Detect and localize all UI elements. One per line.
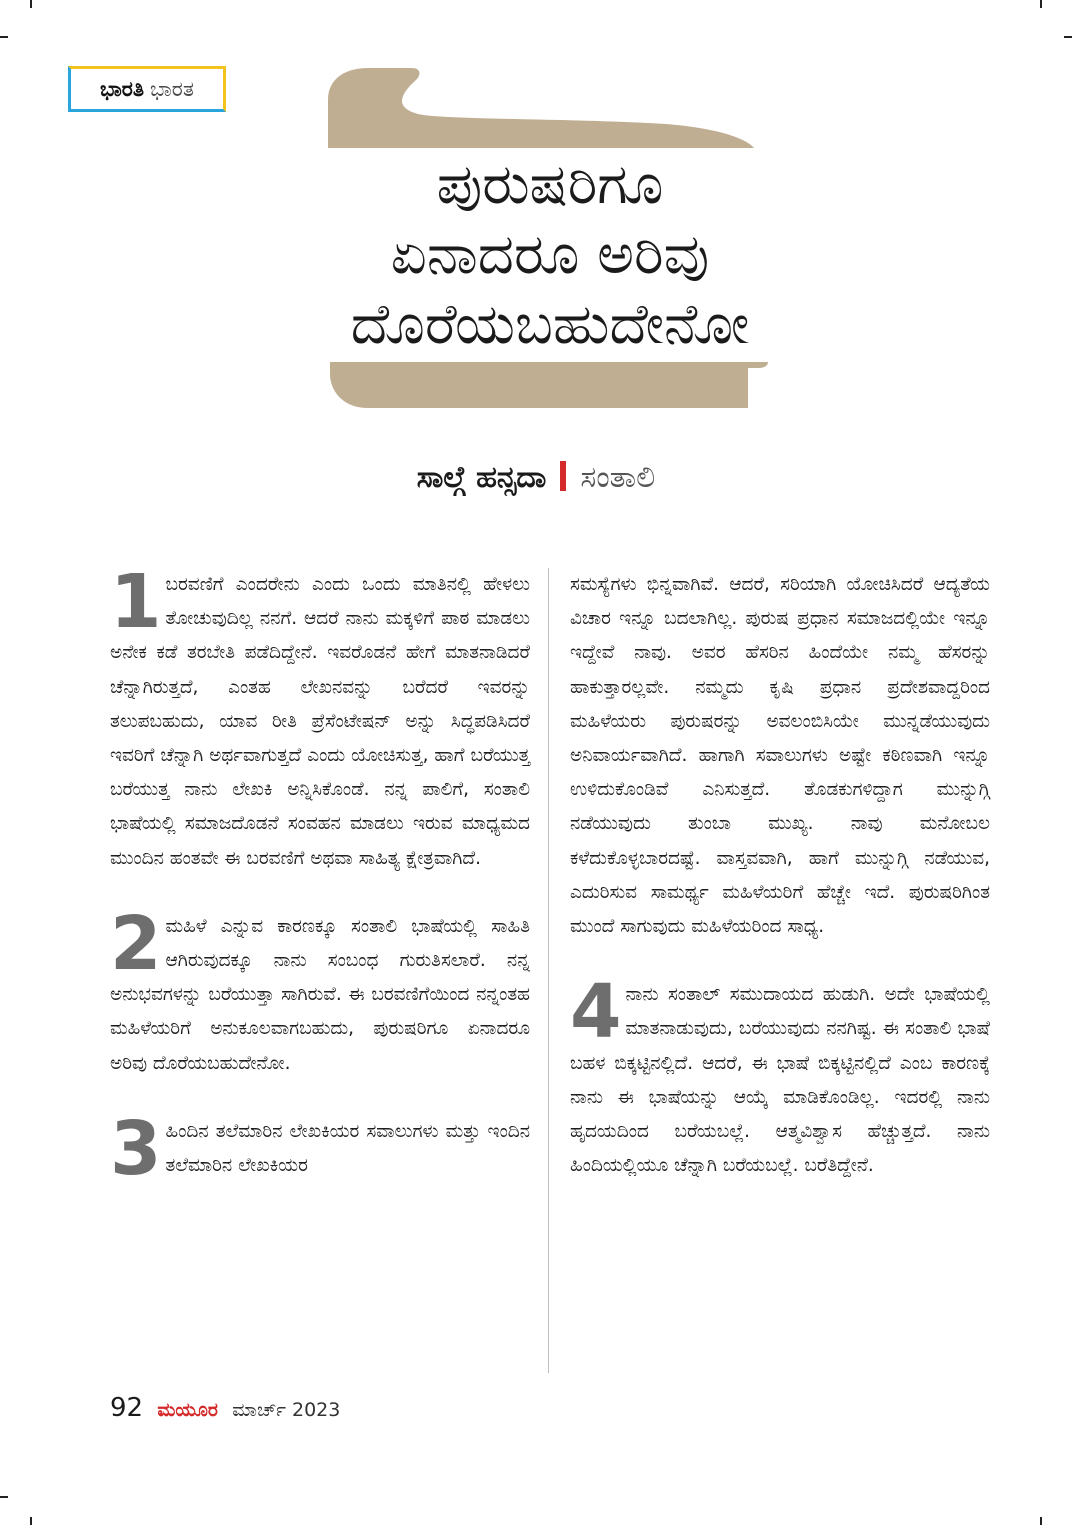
page-footer	[110, 1393, 340, 1423]
paragraph-3	[110, 1105, 530, 1192]
left-column	[110, 559, 530, 1217]
crop-mark	[0, 36, 8, 38]
paragraph-text: ಬರವಣಿಗೆ ಎಂದರೇನು ಎಂದು ಒಂದು ಮಾತಿನಲ್ಲಿ ಹೇಳಲು ತೋಚುವುದಿಲ್ಲ ನನಗೆ. ಆದರೆ ನಾನು ಮಕ್ಕಳಿಗೆ ಪಾಠ ಮಾಡಲು ಅನೇಕ ಕಡೆ ತರಬೇತಿ ಪಡೆದಿದ್ದೇನೆ. ಇವರೊಡನೆ ಹೇಗೆ ಮಾತನಾಡಿದರೆ ಚೆನ್ನಾಗಿರುತ್ತದೆ, ಎಂತಹ ಲೇಖನವನ್ನು ಬರೆದರೆ ಇವರನ್ನು ತಲುಪಬಹುದು, ಯಾವ ರೀತಿ ಪ್ರೆಸೆಂಟೇಷನ್ ಅನ್ನು ಸಿದ್ಧಪಡಿಸಿದರೆ ಇವರಿಗೆ ಚೆನ್ನಾಗಿ ಅರ್ಥವಾಗುತ್ತದೆ ಎಂದು ಯೋಚಿಸುತ್ತ, ಹಾಗೆ ಬರೆಯುತ್ತ ಬರೆಯುತ್ತ ನಾನು ಲೇಖಕಿ ಅನ್ನಿಸಿಕೊಂಡೆ. ನನ್ನ ಪಾಲಿಗೆ, ಸಂತಾಲಿ ಭಾಷೆಯಲ್ಲಿ ಸಮಾಜದೊಡನೆ ಸಂವಹನ ಮಾಡಲು ಇರುವ ಮಾಧ್ಯಮದ ಮುಂದಿನ ಹಂತವೇ ಈ ಬರವಣಿಗೆ ಅಥವಾ ಸಾಹಿತ್ಯ ಕ್ಷೇತ್ರವಾಗಿದೆ.	[110, 574, 530, 869]
crop-mark	[30, 1517, 32, 1525]
title-line: ಪುರುಷರಿಗೂ	[436, 152, 664, 217]
magazine-name: ಮಯೂರ	[157, 1399, 218, 1421]
paragraph-text: ಹಿಂದಿನ ತಲೆಮಾರಿನ ಲೇಖಕಿಯರ ಸವಾಲುಗಳು ಮತ್ತು ಇಂದಿನ ತಲೆಮಾರಿನ ಲೇಖಕಿಯರ	[165, 1120, 530, 1177]
column-divider	[548, 568, 549, 1373]
paragraph-text: ಮಹಿಳೆ ಎನ್ನುವ ಕಾರಣಕ್ಕೂ ಸಂತಾಲಿ ಭಾಷೆಯಲ್ಲಿ ಸಾಹಿತಿ ಆಗಿರುವುದಕ್ಕೂ ನಾನು ಸಂಬಂಧ ಗುರುತಿಸಲಾರೆ. ನನ್ನ ಅನುಭವಗಳನ್ನು ಬರೆಯುತ್ತಾ ಸಾಗಿರುವೆ. ಈ ಬರವಣಿಗೆಯಿಂದ ನನ್ನಂತಹ ಮಹಿಳೆಯರಿಗೆ ಅನುಕೂಲವಾಗಬಹುದು, ಪುರುಷರಿಗೂ ಏನಾದರೂ ಅರಿವು ದೊರೆಯಬಹುದೇನೋ.	[110, 915, 530, 1074]
paragraph-text: ನಾನು ಸಂತಾಲ್ ಸಮುದಾಯದ ಹುಡುಗಿ. ಅದೇ ಭಾಷೆಯಲ್ಲಿ ಮಾತನಾಡುವುದು, ಬರೆಯುವುದು ನನಗಿಷ್ಟ. ಈ ಸಂತಾಲಿ ಭಾಷೆ ಬಹಳ ಬಿಕ್ಕಟ್ಟಿನಲ್ಲಿದೆ. ಆದರೆ, ಈ ಭಾಷೆ ಬಿಕ್ಕಟ್ಟಿನಲ್ಲಿದೆ ಎಂಬ ಕಾರಣಕ್ಕೆ ನಾನು ಈ ಭಾಷೆಯನ್ನು ಆಯ್ಕೆ ಮಾಡಿಕೊಂಡಿಲ್ಲ. ಇದರಲ್ಲಿ ನಾನು ಹೃದಯದಿಂದ ಬರೆಯಬಲ್ಲೆ. ಆತ್ಮವಿಶ್ವಾಸ ಹೆಚ್ಚುತ್ತದೆ. ನಾನು ಹಿಂದಿಯಲ್ಲಿಯೂ ಚೆನ್ನಾಗಿ ಬರೆಯಬಲ್ಲೆ. ಬರೆತಿದ್ದೇನೆ.	[570, 984, 990, 1177]
title-line: ಏನಾದರೂ ಅರಿವು	[390, 222, 710, 287]
paragraph-number: 3	[110, 1105, 162, 1192]
author-name: ಸಾಲ್ಗೆ ಹನ್ಸದಾ	[416, 460, 547, 495]
page-number: 92	[110, 1393, 144, 1423]
section-badge	[68, 66, 226, 112]
paragraph-text: ಸಮಸ್ಯೆಗಳು ಭಿನ್ನವಾಗಿವೆ. ಆದರೆ, ಸರಿಯಾಗಿ ಯೋಚಿಸಿದರೆ ಆದ್ಯತೆಯ ವಿಚಾರ ಇನ್ನೂ ಬದಲಾಗಿಲ್ಲ. ಪುರುಷ ಪ್ರಧಾನ ಸಮಾಜದಲ್ಲಿಯೇ ಇನ್ನೂ ಇದ್ದೇವೆ ನಾವು. ಅವರ ಹೆಸರಿನ ಹಿಂದೆಯೇ ನಮ್ಮ ಹೆಸರನ್ನು ಹಾಕುತ್ತಾರಲ್ಲವೇ. ನಮ್ಮದು ಕೃಷಿ ಪ್ರಧಾನ ಪ್ರದೇಶವಾದ್ದರಿಂದ ಮಹಿಳೆಯರು ಪುರುಷರನ್ನು ಅವಲಂಬಿಸಿಯೇ ಮುನ್ನಡೆಯುವುದು ಅನಿವಾರ್ಯವಾಗಿದೆ. ಹಾಗಾಗಿ ಸವಾಲುಗಳು ಅಷ್ಟೇ ಕಠಿಣವಾಗಿ ಇನ್ನೂ ಉಳಿದುಕೊಂಡಿವೆ ಎನಿಸುತ್ತದೆ. ತೊಡಕುಗಳಿದ್ದಾಗ ಮುನ್ನುಗ್ಗಿ ನಡೆಯುವುದು ತುಂಬಾ ಮುಖ್ಯ. ನಾವು ಮನೋಬಲ ಕಳೆದುಕೊಳ್ಳಬಾರದಷ್ಟೆ. ವಾಸ್ತವವಾಗಿ, ಹಾಗೆ ಮುನ್ನುಗ್ಗಿ ನಡೆಯುವ, ಎದುರಿಸುವ ಸಾಮರ್ಥ್ಯ ಮಹಿಳೆಯರಿಗೆ ಹೆಚ್ಚೇ ಇದೆ. ಪುರುಷರಿಗಿಂತ ಮುಂದೆ ಸಾಗುವುದು ಮಹಿಳೆಯರಿಂದ ಸಾಧ್ಯ.	[570, 574, 990, 938]
paragraph-number: 2	[110, 900, 162, 987]
crop-mark	[0, 1496, 8, 1498]
paragraph-number: 4	[570, 969, 622, 1056]
byline	[0, 460, 1072, 495]
paragraph-number: 1	[110, 559, 162, 645]
title-line: ದೊರೆಯಬಹುದೇನೋ	[350, 292, 750, 357]
byline-separator	[560, 461, 566, 491]
crop-mark	[1040, 1517, 1042, 1525]
title-decoration-top	[326, 66, 756, 150]
language-label: ಸಂತಾಲಿ	[580, 460, 656, 495]
paragraph-1	[110, 559, 530, 876]
crop-mark	[30, 0, 32, 8]
article-title	[300, 150, 800, 360]
crop-mark	[1040, 0, 1042, 8]
paragraph-2	[110, 900, 530, 1081]
paragraph-3-continued	[570, 568, 990, 944]
crop-mark	[1064, 36, 1072, 38]
issue-date: ಮಾರ್ಚ್ 2023	[232, 1399, 341, 1421]
paragraph-4	[570, 969, 990, 1183]
section-badge-part2: ಭಾರತ	[150, 76, 194, 101]
right-column	[570, 568, 990, 1217]
section-badge-part1: ಭಾರತಿ	[100, 76, 144, 101]
title-decoration-bottom	[328, 360, 773, 410]
